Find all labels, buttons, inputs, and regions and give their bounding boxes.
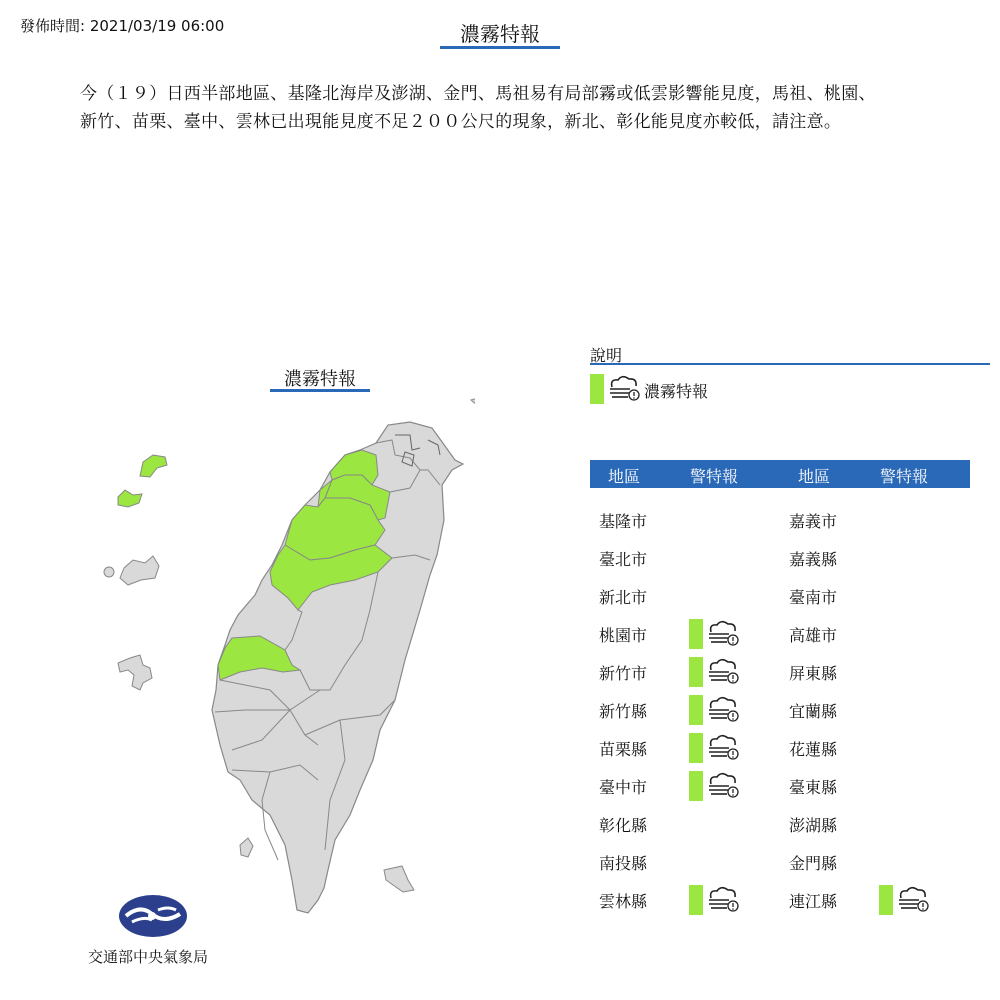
region-name: 新竹市: [599, 664, 648, 683]
region-name: 彰化縣: [599, 816, 648, 835]
table-row: [590, 690, 780, 728]
table-row: [590, 804, 780, 842]
liuqiu-island: [240, 838, 253, 857]
penghu-island: [118, 655, 152, 690]
table-row: [780, 766, 970, 804]
fog-warning-swatch: [689, 695, 703, 725]
table-row: [780, 652, 970, 690]
fog-icon: [707, 772, 739, 804]
region-name: 屏東縣: [789, 664, 838, 683]
table-row: [590, 766, 780, 804]
table-row: [780, 500, 970, 538]
region-name: 臺南市: [789, 588, 838, 607]
legend-title: 說明: [590, 343, 990, 365]
fog-icon: [707, 734, 739, 766]
warning-table-left: [590, 460, 780, 918]
fog-warning-swatch: [689, 657, 703, 687]
region-name: 臺東縣: [789, 778, 838, 797]
table-row: [780, 576, 970, 614]
region-name: 澎湖縣: [789, 816, 838, 835]
table-row: [780, 880, 970, 918]
table-row: [590, 842, 780, 880]
bulletin-line-2: 新竹、苗栗、臺中、雲林已出現能見度不足２００公尺的現象，新北、彰化能見度亦較低，請注意。: [80, 112, 842, 132]
fog-icon: [707, 696, 739, 728]
fog-icon: [608, 375, 640, 407]
table-row: [590, 538, 780, 576]
warning-table-right: [780, 460, 970, 918]
green-island-dot: [471, 397, 475, 408]
fog-icon: [707, 620, 739, 652]
fog-icon: [707, 658, 739, 690]
table-row: [780, 804, 970, 842]
bulletin-line-1: 今（１９）日西半部地區、基隆北海岸及澎湖、金門、馬祖易有局部霧或低雲影響能見度，馬祖、桃園、: [80, 84, 876, 104]
fog-warning-swatch: [689, 771, 703, 801]
cwb-logo-icon: [118, 894, 188, 938]
region-name: 苗栗縣: [599, 740, 648, 759]
region-name: 新竹縣: [599, 702, 648, 721]
region-name: 雲林縣: [599, 892, 648, 911]
region-name: 嘉義縣: [789, 550, 838, 569]
region-name: 金門縣: [789, 854, 838, 873]
region-name: 花蓮縣: [789, 740, 838, 759]
region-name: 新北市: [599, 588, 648, 607]
fog-warning-swatch: [689, 733, 703, 763]
kinmen-island: [120, 556, 159, 585]
bulletin-text: [80, 80, 940, 136]
region-name: 嘉義市: [789, 512, 838, 531]
matsu-island-south: [118, 490, 142, 507]
table-header: [780, 460, 970, 488]
region-name: 臺北市: [599, 550, 648, 569]
region-name: 基隆市: [599, 512, 648, 531]
table-rows: [590, 488, 780, 918]
col-region-header: 地區: [798, 467, 831, 486]
agency-name: 交通部中央氣象局: [88, 948, 209, 966]
fog-icon: [707, 886, 739, 918]
page-title: 濃霧特報: [440, 18, 560, 49]
kinmen-islet: [104, 567, 114, 577]
table-row: [780, 728, 970, 766]
map-title: 濃霧特報: [270, 365, 370, 392]
fog-warning-swatch: [689, 619, 703, 649]
col-warning-header: 警特報: [690, 467, 739, 486]
region-name: 高雄市: [789, 626, 838, 645]
taiwan-map: [95, 395, 475, 920]
lanyu-island: [384, 866, 414, 892]
fog-icon: [897, 886, 929, 918]
table-row: [590, 614, 780, 652]
legend-label: 濃霧特報: [644, 382, 709, 401]
table-row: [780, 842, 970, 880]
table-header: [590, 460, 780, 488]
table-row: [590, 880, 780, 918]
region-name: 桃園市: [599, 626, 648, 645]
legend-swatch: [590, 374, 604, 404]
fog-warning-swatch: [689, 885, 703, 915]
region-name: 宜蘭縣: [789, 702, 838, 721]
matsu-island-north: [140, 455, 167, 477]
table-row: [780, 690, 970, 728]
issue-time: 發佈時間: 2021/03/19 06:00: [20, 17, 225, 35]
col-warning-header: 警特報: [880, 467, 929, 486]
table-row: [590, 576, 780, 614]
region-name: 連江縣: [789, 892, 838, 911]
table-row: [590, 500, 780, 538]
region-name: 臺中市: [599, 778, 648, 797]
table-row: [780, 538, 970, 576]
table-row: [590, 652, 780, 690]
col-region-header: 地區: [608, 467, 641, 486]
region-name: 南投縣: [599, 854, 648, 873]
table-row: [590, 728, 780, 766]
table-rows: [780, 488, 970, 918]
table-row: [780, 614, 970, 652]
fog-warning-swatch: [879, 885, 893, 915]
